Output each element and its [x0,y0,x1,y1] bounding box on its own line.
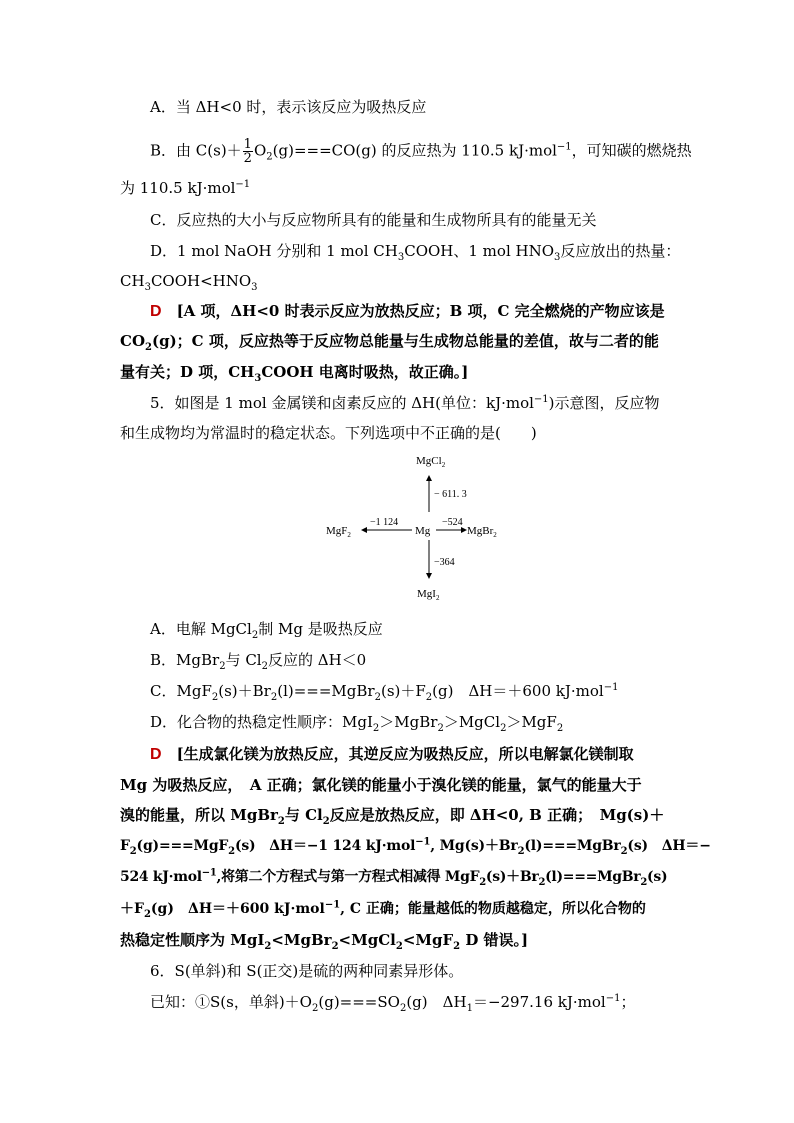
q5-answer-line5: 524 kJ·mol$^{-1}$,将第二个方程式与第一方程式相减得 $MgF_2(s)+Br_2(l)===MgBr_2(s)$ [120,867,668,888]
answer-letter: D [150,746,162,763]
q5-answer-line3: 溴的能量，所以 MgBr$_2$与 $Cl_2$反应是放热反应，即 ΔH<0, B 正确； Mg(s)＋ [120,806,665,827]
enthalpy-diagram [318,448,518,608]
q5-answer-line4: $F_2(g)===MgF_2(s)$ ΔH＝−1 124 kJ·mol$^{-1}$, $Mg(s)+Br_2(l)===MgBr_2(s)$ ΔH＝− [120,836,711,857]
value-mgf2: −1 124 [370,517,399,528]
q4-option-b-line1: B．由 C(s)＋ $\frac{1}{2}$ $O_2(g)===CO(g)$ 的反应热为 110.5 kJ·mol$^{-1}$，可知碳的燃烧热 [150,137,692,166]
node-mgi2: MgI$_2$ [417,588,440,602]
q5-answer-line1: D [生成氯化镁为放热反应，其逆反应为吸热反应，所以电解氯化镁制取 [150,745,634,763]
q5-option-c: C．$MgF_2(s)+Br_2(l)===MgBr_2(s)+F_2(g)$ ΔH＝＋600 kJ·mol$^{-1}$ [150,682,619,703]
q4-option-d-line1: D．1 mol NaOH 分别和 1 mol $CH_3COOH$、1 mol $HNO_3$反应放出的热量： [150,242,681,263]
q5-option-a: A．电解 MgCl$_2$制 Mg 是吸热反应 [150,620,383,641]
node-mgcl2: MgCl$_2$ [416,455,446,469]
value-mgcl2: − 611. 3 [434,489,467,500]
q4-option-d-line2: $CH_3COOH<HNO_3$ [120,272,258,293]
q4-option-a: A．当 ΔH<0 时，表示该反应为吸热反应 [150,98,427,116]
value-mgi2: −364 [434,557,455,568]
q5-stem-line2: 和生成物均为常温时的稳定状态。下列选项中不正确的是( ) [120,424,537,442]
q4-option-b-line2: 为 110.5 kJ·mol$^{-1}$ [120,179,251,197]
q4-answer-line3: 量有关；D 项，$CH_3COOH$ 电离时吸热，故正确。] [120,363,469,384]
q5-option-b: B．MgBr$_2$与 $Cl_2$反应的 ΔH＜0 [150,651,367,672]
node-mg: Mg [415,525,431,537]
answer-letter: D [150,303,162,320]
q6-known-1: 已知：①S(s，单斜)$+O_2(g)===SO_2(g)$ $\Delta H_1=-297.16$ kJ·mol$^{-1}$； [150,993,636,1014]
q4-answer-line1: D [A 项，ΔH<0 时表示反应为放热反应；B 项，C 完全燃烧的产物应该是 [150,302,665,320]
q4-option-c: C．反应热的大小与反应物所具有的能量和生成物所具有的能量无关 [150,211,597,229]
fraction: $\frac{1}{2}$ [243,137,252,166]
node-mgbr2: MgBr$_2$ [467,525,497,539]
q5-answer-line2: Mg 为吸热反应， A 正确；氯化镁的能量小于溴化镁的能量，氯气的能量大于 [120,776,642,794]
q5-answer-line7: 热稳定性顺序为 MgI$_2$<MgBr$_2$<MgCl$_2$<MgF$_2$ D 错误。] [120,931,529,952]
q5-stem-line1: 5．如图是 1 mol 金属镁和卤素反应的 ΔH(单位：kJ·mol$^{-1}$)示意图，反应物 [150,394,660,412]
node-mgf2: MgF$_2$ [326,525,351,539]
value-mgbr2: −524 [442,517,463,528]
q5-option-d: D．化合物的热稳定性顺序：MgI$_2$＞MgBr$_2$＞MgCl$_2$＞MgF$_2$ [150,713,564,734]
q6-stem: 6．S(单斜)和 S(正交)是硫的两种同素异形体。 [150,962,464,980]
q5-answer-line6: $+F_2(g)$ ΔH＝＋600 kJ·mol$^{-1}$, C 正确；能量越低的物质越稳定，所以化合物的 [120,899,646,920]
q4-answer-line2: $CO_2(g)$；C 项，反应热等于反应物总能量与生成物总能量的差值，故与二者的能 [120,332,659,353]
